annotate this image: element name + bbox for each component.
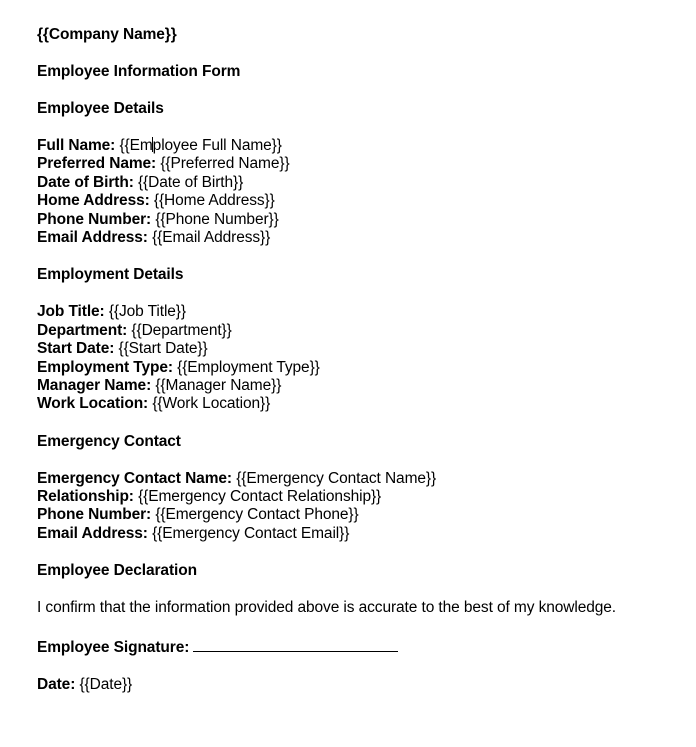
section-heading-emergency-contact: Emergency Contact xyxy=(37,432,181,450)
field-department[interactable] xyxy=(37,322,687,340)
field-relationship[interactable] xyxy=(37,488,687,506)
field-job-title[interactable] xyxy=(37,303,687,321)
field-label: Manager Name: xyxy=(37,376,152,394)
field-employment-type[interactable] xyxy=(37,359,687,377)
field-value[interactable]: {{Phone Number}} xyxy=(155,210,279,228)
field-label: Phone Number: xyxy=(37,210,152,228)
date-row[interactable] xyxy=(37,676,687,694)
field-label: Work Location: xyxy=(37,395,149,413)
field-label: Home Address: xyxy=(37,192,150,210)
field-date-of-birth[interactable] xyxy=(37,174,687,192)
field-start-date[interactable] xyxy=(37,340,687,358)
declaration-statement: I confirm that the information provided above is accurate to the best of my knowledge. xyxy=(37,599,616,617)
field-manager-name[interactable] xyxy=(37,377,687,395)
field-value[interactable]: {{Preferred Name}} xyxy=(160,155,290,173)
field-email-address[interactable] xyxy=(37,229,687,247)
document-page[interactable] xyxy=(37,26,687,694)
field-label: Emergency Contact Name: xyxy=(37,469,232,487)
field-value[interactable]: {{Emergency Contact Relationship}} xyxy=(138,488,382,506)
field-label: Email Address: xyxy=(37,524,148,542)
field-home-address[interactable] xyxy=(37,192,687,210)
field-value[interactable]: {{Job Title}} xyxy=(108,303,186,321)
field-label: Preferred Name: xyxy=(37,155,157,173)
field-label: Relationship: xyxy=(37,488,134,506)
date-label: Date: xyxy=(37,676,76,694)
signature-line[interactable] xyxy=(193,636,398,652)
field-label: Job Title: xyxy=(37,303,105,321)
field-value[interactable]: {{Date of Birth}} xyxy=(137,173,244,191)
section-heading-employment-details: Employment Details xyxy=(37,266,184,284)
field-value[interactable]: {{Home Address}} xyxy=(153,192,275,210)
section-heading-employee-details: Employee Details xyxy=(37,100,164,117)
company-name: {{Company Name}} xyxy=(37,26,177,43)
signature-label: Employee Signature: xyxy=(37,639,190,657)
field-label: Full Name: xyxy=(37,137,116,154)
field-work-location[interactable] xyxy=(37,395,687,413)
field-emergency-contact-name[interactable] xyxy=(37,470,687,488)
field-preferred-name[interactable] xyxy=(37,155,687,173)
field-label: Start Date: xyxy=(37,340,115,358)
date-value[interactable]: {{Date}} xyxy=(79,676,133,694)
employee-details-fields xyxy=(37,137,687,247)
field-value[interactable]: {{Work Location}} xyxy=(152,395,271,413)
section-heading-employee-declaration: Employee Declaration xyxy=(37,562,197,580)
emergency-contact-fields xyxy=(37,470,687,544)
field-value[interactable]: {{Department}} xyxy=(131,321,232,339)
field-full-name[interactable] xyxy=(37,137,687,155)
field-value[interactable]: {{Employment Type}} xyxy=(177,358,320,376)
field-value[interactable]: {{Emergency Contact Name}} xyxy=(236,469,437,487)
field-emergency-phone[interactable] xyxy=(37,506,687,524)
form-title: Employee Information Form xyxy=(37,63,241,80)
signature-row xyxy=(37,636,687,657)
field-label: Employment Type: xyxy=(37,358,173,376)
field-value-full-name[interactable]: {{Employee Full Name}} xyxy=(119,137,282,154)
field-value[interactable]: {{Email Address}} xyxy=(152,228,271,246)
employment-details-fields xyxy=(37,303,687,413)
field-value[interactable]: {{Emergency Contact Email}} xyxy=(152,524,350,542)
field-label: Phone Number: xyxy=(37,506,152,524)
field-phone-number[interactable] xyxy=(37,211,687,229)
field-label: Date of Birth: xyxy=(37,173,134,191)
field-value[interactable]: {{Manager Name}} xyxy=(155,376,282,394)
field-label: Department: xyxy=(37,321,128,339)
field-value[interactable]: {{Start Date}} xyxy=(118,340,208,358)
field-label: Email Address: xyxy=(37,228,148,246)
field-emergency-email[interactable] xyxy=(37,525,687,543)
field-value[interactable]: {{Emergency Contact Phone}} xyxy=(155,506,359,524)
